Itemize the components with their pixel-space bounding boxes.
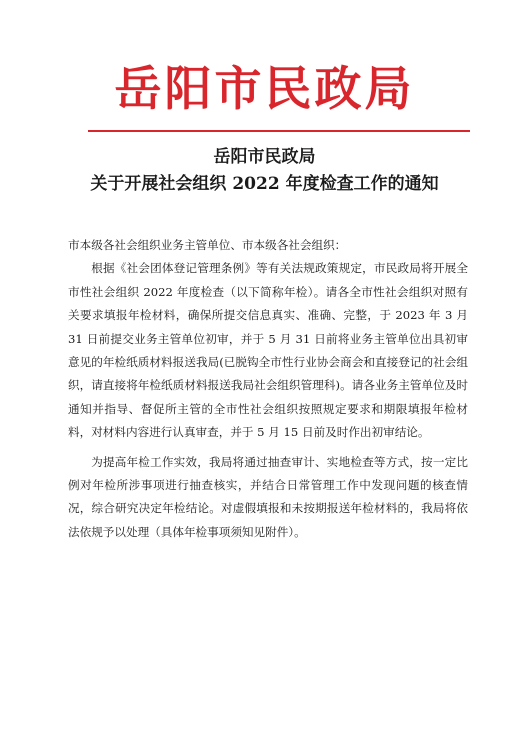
notice-body (68, 234, 468, 544)
letterhead-title: 岳阳市民政局 (114, 62, 415, 117)
notice-title-line-2: 关于开展社会组织 2022 年度检查工作的通知 (90, 174, 439, 194)
notice-title-line-1: 岳阳市民政局 (213, 147, 316, 167)
body-paragraph-1: 根据《社会团体登记管理条例》等有关法规政策规定，市民政局将开展全市性社会组织 2022 年度检查（以下简称年检）。请各全市性社会组织对照有关要求填报年检材料，确保所提交信息真实、准确、完整，于 2023 年 3 月 31 日前提交业务主管单位初审，并于 5 月 31 日前将业务主管单位出具初审意见的年检纸质材料报送我局(已脱钩全市性行业协会商会和直接登记的社会组织，请直接将年检纸质材料报送我局社会组织管理科)。请各业务主管单位及时通知并指导、督促所主管的全市性社会组织按照规定要求和期限填报年检材料，对材料内容进行认真审查，并于 5 月 15 日前及时作出初审结论。 (68, 261, 468, 440)
salutation: 市本级各社会组织业务主管单位、市本级各社会组织： (68, 238, 347, 252)
body-paragraph-2: 为提高年检工作实效，我局将通过抽查审计、实地检查等方式，按一定比例对年检所涉事项进行抽查核实，并结合日常管理工作中发现问题的核查情况，综合研究决定年检结论。对虚假填报和未按期报送年检材料的，我局将依法依规予以处理（具体年检事项须知见附件）。 (68, 454, 468, 539)
notice-title (0, 144, 529, 198)
letterhead-divider (88, 130, 470, 132)
